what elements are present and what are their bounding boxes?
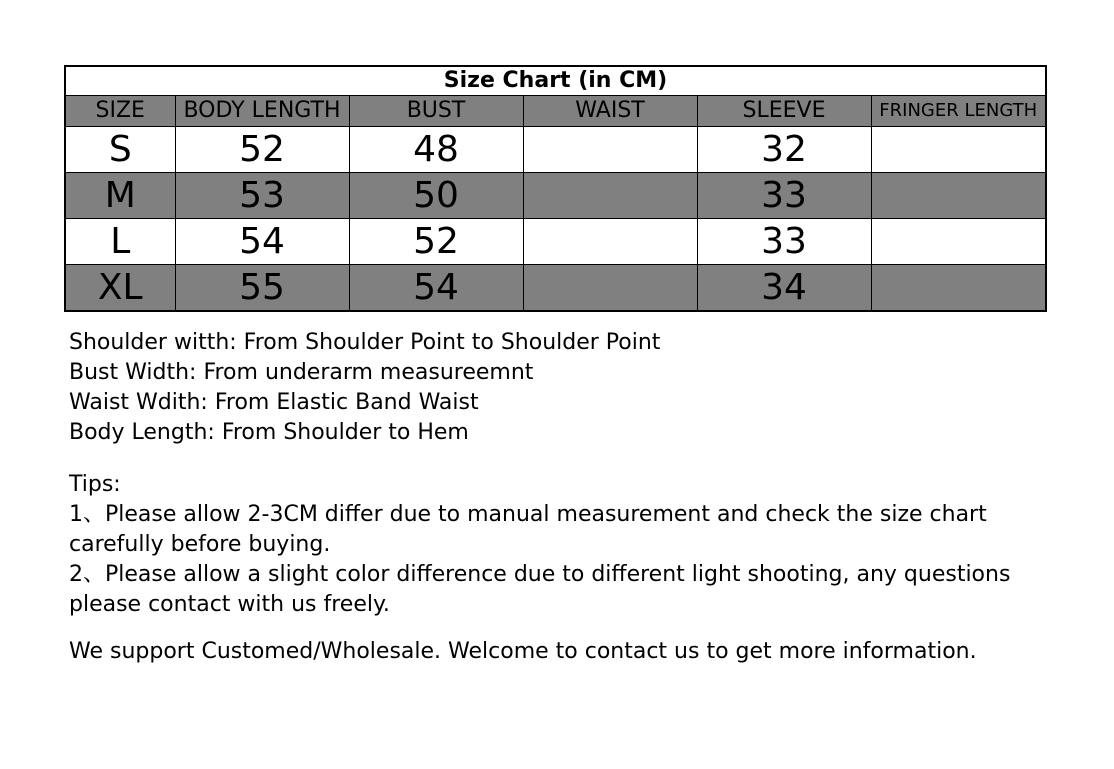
- support-text: We support Customed/Wholesale. Welcome to contact us to get more information.: [69, 639, 977, 664]
- cell-waist: [523, 219, 697, 265]
- cell-size: S: [65, 127, 175, 173]
- header-waist: WAIST: [523, 96, 697, 127]
- table-row: [65, 173, 1046, 219]
- cell-body-length: 52: [175, 127, 349, 173]
- cell-bust: 52: [349, 219, 523, 265]
- tip-line: please contact with us freely.: [69, 592, 390, 617]
- header-row: [65, 96, 1046, 127]
- table-row: [65, 219, 1046, 265]
- header-bust: BUST: [349, 96, 523, 127]
- cell-finger-length: [871, 173, 1046, 219]
- cell-size: M: [65, 173, 175, 219]
- header-finger-length: FRINGER LENGTH: [871, 96, 1046, 127]
- tips-section: [69, 470, 1069, 620]
- cell-finger-length: [871, 219, 1046, 265]
- cell-sleeve: 34: [697, 265, 871, 312]
- cell-size: L: [65, 219, 175, 265]
- cell-finger-length: [871, 127, 1046, 173]
- cell-sleeve: 33: [697, 219, 871, 265]
- size-chart-title-row: [65, 66, 1046, 96]
- cell-body-length: 54: [175, 219, 349, 265]
- cell-sleeve: 32: [697, 127, 871, 173]
- cell-waist: [523, 173, 697, 219]
- table-row: [65, 265, 1046, 312]
- cell-sleeve: 33: [697, 173, 871, 219]
- header-size: SIZE: [65, 96, 175, 127]
- size-chart-title: Size Chart (in CM): [65, 66, 1046, 96]
- size-chart-table: [64, 65, 1047, 312]
- measurement-notes: [69, 328, 1069, 448]
- cell-bust: 48: [349, 127, 523, 173]
- measurement-note: Bust Width: From underarm measureemnt: [69, 360, 534, 385]
- cell-waist: [523, 265, 697, 312]
- measurement-note: Body Length: From Shoulder to Hem: [69, 420, 469, 445]
- cell-bust: 50: [349, 173, 523, 219]
- measurement-note: Waist Wdith: From Elastic Band Waist: [69, 390, 479, 415]
- header-sleeve: SLEEVE: [697, 96, 871, 127]
- cell-size: XL: [65, 265, 175, 312]
- support-note: [69, 637, 1069, 667]
- cell-finger-length: [871, 265, 1046, 312]
- measurement-note: Shoulder witth: From Shoulder Point to Shoulder Point: [69, 330, 661, 355]
- tip-line: carefully before buying.: [69, 532, 331, 557]
- header-body-length: BODY LENGTH: [175, 96, 349, 127]
- tip-line: 1、Please allow 2-3CM differ due to manual measurement and check the size chart: [69, 502, 987, 527]
- cell-waist: [523, 127, 697, 173]
- table-row: [65, 127, 1046, 173]
- tips-heading: Tips:: [69, 472, 121, 497]
- cell-bust: 54: [349, 265, 523, 312]
- tip-line: 2、Please allow a slight color difference due to different light shooting, any questions: [69, 562, 1011, 587]
- cell-body-length: 53: [175, 173, 349, 219]
- cell-body-length: 55: [175, 265, 349, 312]
